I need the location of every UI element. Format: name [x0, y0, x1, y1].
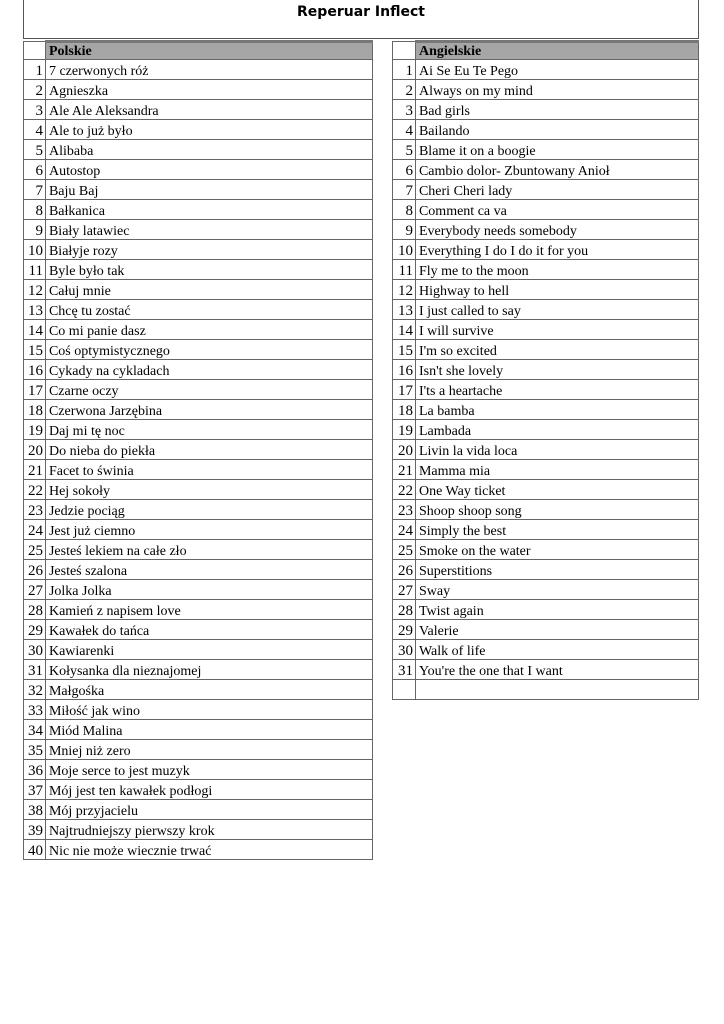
english-song-title: La bamba	[415, 400, 698, 420]
english-song-title: Sway	[415, 580, 698, 600]
polish-table-row	[24, 400, 373, 420]
polish-row-number: 9	[24, 220, 46, 240]
polish-table-row	[24, 320, 373, 340]
english-table-row	[393, 60, 699, 80]
polish-song-title: Miłość jak wino	[45, 700, 372, 720]
english-table-row	[393, 600, 699, 620]
polish-row-number: 13	[24, 300, 46, 320]
english-row-number: 9	[393, 220, 416, 240]
polish-row-number: 37	[24, 780, 46, 800]
english-table-row	[393, 300, 699, 320]
english-songs-table	[392, 40, 699, 700]
polish-table-row	[24, 780, 373, 800]
english-table-row	[393, 540, 699, 560]
polish-song-title: Kawałek do tańca	[45, 620, 372, 640]
english-row-number: 17	[393, 380, 416, 400]
polish-song-title: Autostop	[45, 160, 372, 180]
english-table-row	[393, 400, 699, 420]
polish-row-number: 17	[24, 380, 46, 400]
english-table-row	[393, 160, 699, 180]
english-song-title: Twist again	[415, 600, 698, 620]
polish-row-number: 27	[24, 580, 46, 600]
polish-table-row	[24, 240, 373, 260]
polish-song-title: Baju Baj	[45, 180, 372, 200]
english-row-number: 31	[393, 660, 416, 680]
polish-song-title: Moje serce to jest muzyk	[45, 760, 372, 780]
polish-song-title: Całuj mnie	[45, 280, 372, 300]
polish-song-title: Nic nie może wiecznie trwać	[45, 840, 372, 860]
polish-row-number: 24	[24, 520, 46, 540]
polish-table-row	[24, 620, 373, 640]
english-song-title: Cambio dolor- Zbuntowany Anioł	[415, 160, 698, 180]
polish-table-row	[24, 100, 373, 120]
polish-song-title: Białyje rozy	[45, 240, 372, 260]
polish-table-row	[24, 800, 373, 820]
polish-song-title: Miód Malina	[45, 720, 372, 740]
polish-table-row	[24, 120, 373, 140]
polish-table-row	[24, 220, 373, 240]
english-song-title: Everybody needs somebody	[415, 220, 698, 240]
polish-song-title: Kawiarenki	[45, 640, 372, 660]
polish-song-title: Mój jest ten kawałek podłogi	[45, 780, 372, 800]
english-table-row	[393, 560, 699, 580]
polish-row-number: 18	[24, 400, 46, 420]
english-row-number: 19	[393, 420, 416, 440]
polish-row-number: 32	[24, 680, 46, 700]
polish-row-number: 8	[24, 200, 46, 220]
polish-song-title: Małgośka	[45, 680, 372, 700]
english-row-number: 10	[393, 240, 416, 260]
english-table-row	[393, 100, 699, 120]
polish-song-title: Chcę tu zostać	[45, 300, 372, 320]
polish-table-row	[24, 560, 373, 580]
english-song-title: Bailando	[415, 120, 698, 140]
english-song-title: Lambada	[415, 420, 698, 440]
english-row-number: 20	[393, 440, 416, 460]
english-row-number: 11	[393, 260, 416, 280]
polish-song-title: Biały latawiec	[45, 220, 372, 240]
english-row-number: 1	[393, 60, 416, 80]
english-row-number: 4	[393, 120, 416, 140]
polish-table-row	[24, 540, 373, 560]
english-song-title: Smoke on the water	[415, 540, 698, 560]
polish-song-title: Kołysanka dla nieznajomej	[45, 660, 372, 680]
polish-row-number: 21	[24, 460, 46, 480]
polish-column-header: Polskie	[45, 42, 372, 60]
english-row-number: 13	[393, 300, 416, 320]
polish-table-row	[24, 740, 373, 760]
polish-row-number: 20	[24, 440, 46, 460]
polish-row-number: 6	[24, 160, 46, 180]
polish-song-title: Kamień z napisem love	[45, 600, 372, 620]
polish-table-row	[24, 140, 373, 160]
english-table-row	[393, 140, 699, 160]
english-song-title: Always on my mind	[415, 80, 698, 100]
polish-table-row	[24, 520, 373, 540]
english-table-row	[393, 340, 699, 360]
polish-row-number: 30	[24, 640, 46, 660]
english-table-row	[393, 320, 699, 340]
english-table-row	[393, 680, 699, 700]
polish-row-number: 4	[24, 120, 46, 140]
polish-song-title: 7 czerwonych róż	[45, 60, 372, 80]
polish-table-row	[24, 660, 373, 680]
polish-number-header	[24, 42, 46, 60]
english-table-row	[393, 660, 699, 680]
polish-song-title: Mniej niż zero	[45, 740, 372, 760]
english-row-number: 18	[393, 400, 416, 420]
polish-table-row	[24, 460, 373, 480]
polish-row-number: 5	[24, 140, 46, 160]
polish-table-row	[24, 60, 373, 80]
english-song-title: Valerie	[415, 620, 698, 640]
english-table-row	[393, 620, 699, 640]
polish-row-number: 34	[24, 720, 46, 740]
english-row-number: 25	[393, 540, 416, 560]
polish-table-row	[24, 440, 373, 460]
polish-table-row	[24, 640, 373, 660]
polish-song-title: Co mi panie dasz	[45, 320, 372, 340]
english-song-title: Ai Se Eu Te Pego	[415, 60, 698, 80]
document-title: Reperuar Inflect	[297, 4, 425, 20]
polish-row-number: 12	[24, 280, 46, 300]
polish-song-title: Mój przyjacielu	[45, 800, 372, 820]
english-table-row	[393, 220, 699, 240]
polish-row-number: 31	[24, 660, 46, 680]
english-row-number: 14	[393, 320, 416, 340]
english-song-title: Mamma mia	[415, 460, 698, 480]
polish-song-title: Czerwona Jarzębina	[45, 400, 372, 420]
polish-song-title: Facet to świnia	[45, 460, 372, 480]
english-song-title: Comment ca va	[415, 200, 698, 220]
polish-table-row	[24, 760, 373, 780]
polish-song-title: Cykady na cykladach	[45, 360, 372, 380]
english-row-number: 22	[393, 480, 416, 500]
english-header-row	[393, 42, 699, 60]
english-row-number	[393, 680, 416, 700]
english-song-title: I just called to say	[415, 300, 698, 320]
polish-song-title: Hej sokoły	[45, 480, 372, 500]
english-song-title: Isn't she lovely	[415, 360, 698, 380]
english-song-title: Bad girls	[415, 100, 698, 120]
polish-song-title: Coś optymistycznego	[45, 340, 372, 360]
polish-table-row	[24, 160, 373, 180]
polish-row-number: 19	[24, 420, 46, 440]
english-row-number: 29	[393, 620, 416, 640]
english-table-row	[393, 580, 699, 600]
polish-song-title: Daj mi tę noc	[45, 420, 372, 440]
english-song-title: Fly me to the moon	[415, 260, 698, 280]
polish-table-row	[24, 380, 373, 400]
polish-table-row	[24, 600, 373, 620]
english-row-number: 21	[393, 460, 416, 480]
polish-row-number: 23	[24, 500, 46, 520]
english-song-title: Superstitions	[415, 560, 698, 580]
english-song-title: Everything I do I do it for you	[415, 240, 698, 260]
polish-row-number: 28	[24, 600, 46, 620]
polish-row-number: 1	[24, 60, 46, 80]
polish-row-number: 26	[24, 560, 46, 580]
english-table-row	[393, 420, 699, 440]
english-table-row	[393, 640, 699, 660]
english-song-title: Highway to hell	[415, 280, 698, 300]
polish-table-row	[24, 420, 373, 440]
polish-table-row	[24, 200, 373, 220]
polish-song-title: Ale to już było	[45, 120, 372, 140]
english-song-title: One Way ticket	[415, 480, 698, 500]
polish-table-row	[24, 500, 373, 520]
english-table-row	[393, 180, 699, 200]
polish-table-row	[24, 180, 373, 200]
english-song-title: Shoop shoop song	[415, 500, 698, 520]
english-table-row	[393, 380, 699, 400]
english-table-row	[393, 460, 699, 480]
polish-row-number: 16	[24, 360, 46, 380]
english-song-title: I'ts a heartache	[415, 380, 698, 400]
polish-table-row	[24, 840, 373, 860]
title-box	[23, 0, 699, 39]
polish-row-number: 40	[24, 840, 46, 860]
english-table-row	[393, 520, 699, 540]
english-column-header: Angielskie	[415, 42, 698, 60]
english-table-row	[393, 500, 699, 520]
polish-song-title: Jedzie pociąg	[45, 500, 372, 520]
polish-song-title: Ale Ale Aleksandra	[45, 100, 372, 120]
english-song-title: Blame it on a boogie	[415, 140, 698, 160]
polish-row-number: 29	[24, 620, 46, 640]
english-row-number: 23	[393, 500, 416, 520]
english-song-title: I'm so excited	[415, 340, 698, 360]
english-table-row	[393, 480, 699, 500]
polish-row-number: 7	[24, 180, 46, 200]
english-row-number: 15	[393, 340, 416, 360]
polish-row-number: 39	[24, 820, 46, 840]
english-row-number: 8	[393, 200, 416, 220]
english-song-title	[415, 680, 698, 700]
polish-header-row	[24, 42, 373, 60]
english-table-row	[393, 200, 699, 220]
polish-row-number: 35	[24, 740, 46, 760]
english-row-number: 30	[393, 640, 416, 660]
polish-table-row	[24, 820, 373, 840]
polish-table-row	[24, 80, 373, 100]
english-song-title: Walk of life	[415, 640, 698, 660]
english-row-number: 28	[393, 600, 416, 620]
english-song-title: Cheri Cheri lady	[415, 180, 698, 200]
polish-songs-table	[23, 40, 373, 860]
english-row-number: 3	[393, 100, 416, 120]
english-table-row	[393, 280, 699, 300]
polish-song-title: Jolka Jolka	[45, 580, 372, 600]
polish-row-number: 33	[24, 700, 46, 720]
polish-song-title: Jesteś szalona	[45, 560, 372, 580]
polish-row-number: 22	[24, 480, 46, 500]
polish-song-title: Najtrudniejszy pierwszy krok	[45, 820, 372, 840]
polish-table-row	[24, 480, 373, 500]
english-song-title: Simply the best	[415, 520, 698, 540]
english-row-number: 7	[393, 180, 416, 200]
english-row-number: 16	[393, 360, 416, 380]
polish-row-number: 10	[24, 240, 46, 260]
english-row-number: 12	[393, 280, 416, 300]
polish-song-title: Czarne oczy	[45, 380, 372, 400]
polish-table-row	[24, 700, 373, 720]
polish-song-title: Agnieszka	[45, 80, 372, 100]
polish-song-title: Alibaba	[45, 140, 372, 160]
english-table-row	[393, 360, 699, 380]
english-table-row	[393, 120, 699, 140]
english-table-row	[393, 240, 699, 260]
polish-row-number: 25	[24, 540, 46, 560]
english-row-number: 27	[393, 580, 416, 600]
polish-row-number: 2	[24, 80, 46, 100]
polish-table-row	[24, 280, 373, 300]
polish-table-row	[24, 300, 373, 320]
english-song-title: Livin la vida loca	[415, 440, 698, 460]
polish-table-body	[24, 60, 373, 860]
polish-row-number: 38	[24, 800, 46, 820]
english-row-number: 24	[393, 520, 416, 540]
polish-song-title: Jesteś lekiem na całe zło	[45, 540, 372, 560]
english-table-row	[393, 440, 699, 460]
polish-row-number: 14	[24, 320, 46, 340]
polish-table-row	[24, 340, 373, 360]
polish-table-row	[24, 680, 373, 700]
polish-table-row	[24, 260, 373, 280]
english-number-header	[393, 42, 416, 60]
english-table-body	[393, 60, 699, 700]
polish-table-row	[24, 360, 373, 380]
english-row-number: 2	[393, 80, 416, 100]
polish-table-row	[24, 720, 373, 740]
english-row-number: 6	[393, 160, 416, 180]
polish-row-number: 36	[24, 760, 46, 780]
polish-song-title: Byle było tak	[45, 260, 372, 280]
english-song-title: I will survive	[415, 320, 698, 340]
polish-row-number: 11	[24, 260, 46, 280]
english-table-row	[393, 260, 699, 280]
english-row-number: 5	[393, 140, 416, 160]
polish-song-title: Bałkanica	[45, 200, 372, 220]
polish-song-title: Jest już ciemno	[45, 520, 372, 540]
english-song-title: You're the one that I want	[415, 660, 698, 680]
polish-song-title: Do nieba do piekła	[45, 440, 372, 460]
polish-row-number: 3	[24, 100, 46, 120]
polish-row-number: 15	[24, 340, 46, 360]
english-row-number: 26	[393, 560, 416, 580]
polish-table-row	[24, 580, 373, 600]
english-table-row	[393, 80, 699, 100]
